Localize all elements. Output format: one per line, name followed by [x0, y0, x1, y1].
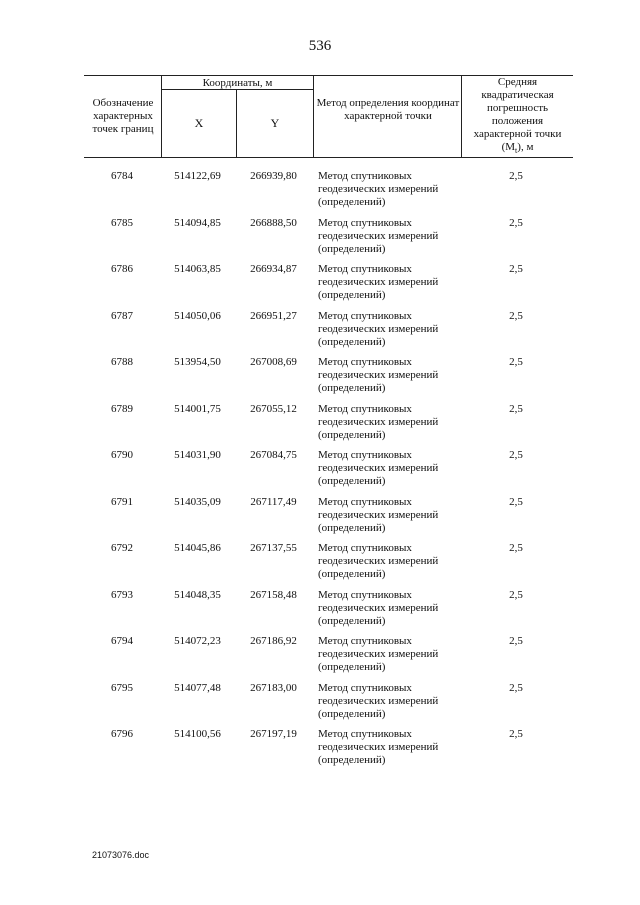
point-id: 6795 [111, 681, 133, 694]
coord-y: 267055,12 [250, 402, 297, 415]
method-text: Метод спутниковых геодезических измерений (определений) [318, 263, 439, 301]
error-value: 2,5 [509, 263, 523, 275]
coord-x: 514050,06 [174, 309, 221, 322]
header-divider-3 [313, 75, 314, 157]
coord-y: 267137,55 [250, 542, 297, 554]
table-row [84, 682, 572, 729]
header-y: Y [270, 116, 280, 130]
table-row [84, 263, 572, 310]
header-error-unit: ), м [517, 141, 534, 153]
coord-y: 266934,87 [250, 263, 297, 275]
header-coordinates: Координаты, м [202, 77, 273, 89]
table-row [84, 170, 572, 217]
page-number: 536 [308, 38, 332, 54]
coord-x: 514035,09 [174, 495, 221, 508]
table-row [84, 496, 572, 543]
error-value: 2,5 [509, 449, 523, 461]
point-id: 6790 [111, 449, 133, 461]
coord-y: 267186,92 [250, 635, 297, 647]
method-text: Метод спутниковых геодезических измерений (определений) [318, 635, 439, 673]
error-value: 2,5 [509, 356, 523, 368]
coord-x: 514094,85 [174, 216, 221, 229]
table-row [84, 310, 572, 357]
coord-y: 267158,48 [250, 588, 297, 601]
point-id: 6792 [111, 542, 133, 554]
point-id: 6793 [111, 588, 133, 601]
coord-y: 266951,27 [250, 309, 297, 322]
coord-y: 266888,50 [250, 216, 297, 229]
method-text: Метод спутниковых геодезических измерений (определений) [318, 449, 439, 487]
table-row [84, 635, 572, 682]
method-text: Метод спутниковых геодезических измерений (определений) [318, 588, 439, 627]
point-id: 6788 [111, 356, 133, 368]
method-text: Метод спутниковых геодезических измерений (определений) [318, 681, 439, 720]
method-text: Метод спутниковых геодезических измерений (определений) [318, 309, 439, 348]
table-row [84, 403, 572, 450]
coord-x: 514031,90 [174, 449, 221, 461]
header-designation: Обозначение характерных точек границ [92, 97, 154, 135]
error-value: 2,5 [509, 402, 523, 415]
point-id: 6796 [111, 728, 133, 740]
method-text: Метод спутниковых геодезических измерений (определений) [318, 216, 439, 255]
table-body [84, 170, 572, 775]
point-id: 6791 [111, 495, 133, 508]
coord-x: 514122,69 [174, 170, 221, 182]
coord-y: 267117,49 [250, 495, 297, 508]
table-row [84, 542, 572, 589]
coord-x: 513954,50 [174, 356, 221, 368]
error-value: 2,5 [509, 216, 523, 229]
coord-y: 267008,69 [250, 356, 297, 368]
table-row [84, 728, 572, 775]
header-error-text: Средняя квадратическая погрешность положения характерной точки (M [473, 76, 562, 153]
error-value: 2,5 [509, 495, 523, 508]
table-row [84, 356, 572, 403]
error-value: 2,5 [509, 635, 523, 647]
coord-y: 267197,19 [250, 728, 297, 740]
header-error [462, 76, 573, 157]
error-value: 2,5 [509, 542, 523, 554]
table-row [84, 217, 572, 264]
coord-y: 266939,80 [250, 170, 297, 182]
coord-x: 514045,86 [174, 542, 221, 554]
method-text: Метод спутниковых геодезических измерений (определений) [318, 402, 439, 441]
header-error-subscript: t [515, 146, 518, 156]
error-value: 2,5 [509, 309, 523, 322]
method-text: Метод спутниковых геодезических измерений (определений) [318, 356, 439, 394]
header-method: Метод определения координат характерной точки [316, 97, 460, 122]
method-text: Метод спутниковых геодезических измерений (определений) [318, 542, 439, 580]
coord-x: 514072,23 [174, 635, 221, 647]
header-x: X [194, 116, 204, 130]
error-value: 2,5 [509, 681, 523, 694]
coord-x: 514077,48 [174, 681, 221, 694]
coord-x: 514063,85 [174, 263, 221, 275]
point-id: 6785 [111, 216, 133, 229]
table-row [84, 589, 572, 636]
coord-x: 514001,75 [174, 402, 221, 415]
point-id: 6794 [111, 635, 133, 647]
point-id: 6789 [111, 402, 133, 415]
coord-x: 514048,35 [174, 588, 221, 601]
coord-y: 267084,75 [250, 449, 297, 461]
document-filename: 21073076.doc [92, 850, 150, 860]
error-value: 2,5 [509, 170, 523, 182]
table-row [84, 449, 572, 496]
point-id: 6787 [111, 309, 133, 322]
point-id: 6786 [111, 263, 133, 275]
point-id: 6784 [111, 170, 133, 182]
method-text: Метод спутниковых геодезических измерений (определений) [318, 728, 439, 766]
error-value: 2,5 [509, 728, 523, 740]
coord-x: 514100,56 [174, 728, 221, 740]
error-value: 2,5 [509, 588, 523, 601]
coord-y: 267183,00 [250, 681, 297, 694]
method-text: Метод спутниковых геодезических измерений (определений) [318, 170, 439, 208]
method-text: Метод спутниковых геодезических измерений (определений) [318, 495, 439, 534]
